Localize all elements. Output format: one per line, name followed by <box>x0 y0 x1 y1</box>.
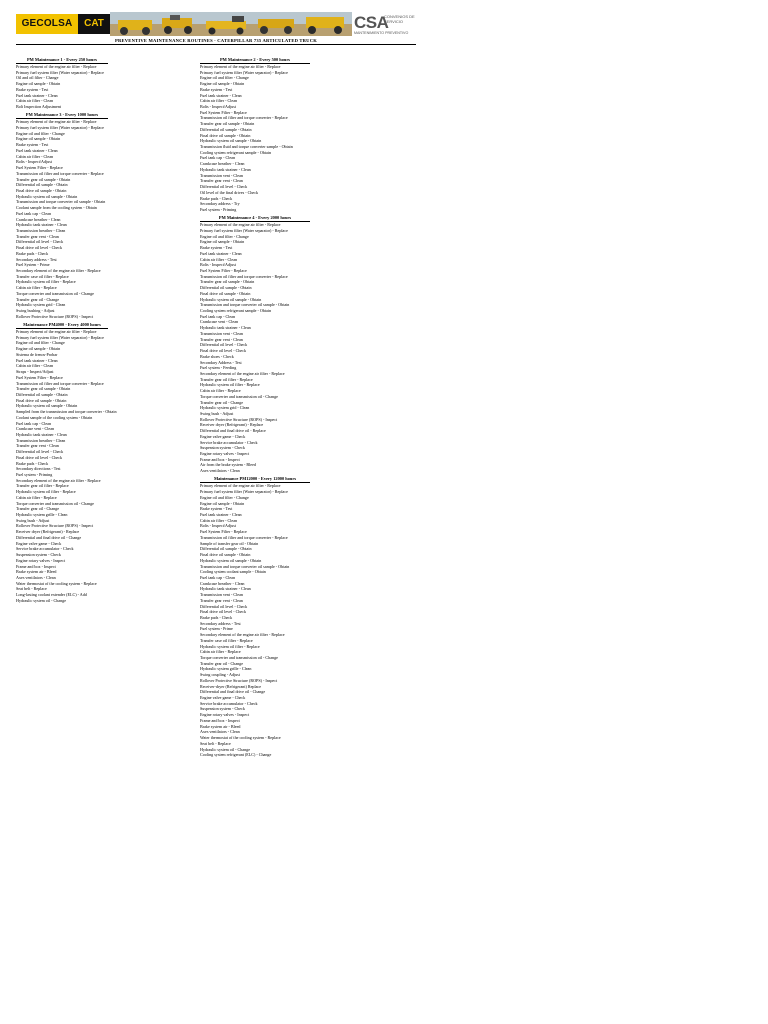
routine-item: Hydraulic system oil filter - Replace <box>16 489 76 495</box>
routine-item: Hydraulic system grid - Clean <box>200 405 250 411</box>
routine-item: Torque converter and transmission oil - Change <box>16 500 94 506</box>
routine-item: Primary element of the engine air filter - Replace <box>200 222 281 228</box>
routine-item: Brake system - Test <box>16 86 49 92</box>
routine-item: Service brake accumulator - Check <box>16 546 74 552</box>
routine-item: Fuel System Filter - Replace <box>16 374 63 380</box>
routine-item: Engine rotary valves - Inspect <box>200 451 250 456</box>
routine-item: Hydraulic system oil - Change <box>200 746 251 752</box>
routine-item: Final drive oil sample - Obtain <box>200 132 251 138</box>
csa-logo <box>354 14 416 36</box>
routine-item: Transmission and torque converter oil sample - Obtain <box>16 199 106 205</box>
gecolsa-logo-text: GECOLSA <box>16 14 78 34</box>
routine-item: Fuel system - Priming <box>200 206 237 212</box>
routine-item: Hydraulic system oil filter - Replace <box>200 382 260 388</box>
routine-item: Receiver-dryer (Refrigerant) Replace <box>200 683 262 689</box>
routine-item: Primary element of the engine air filter - Replace <box>16 119 97 125</box>
routine-item: Secondary Address - Test <box>200 359 242 365</box>
routine-item: Receiver dryer (Refrigerant) - Replace <box>16 529 80 535</box>
routine-item: Crankcase breather - Clean <box>16 216 61 222</box>
routine-item: Hydraulic system oil filter - Replace <box>200 643 260 649</box>
routine-item: Brake pads - Check <box>200 195 233 201</box>
routine-item: Suspension system - Check <box>200 445 245 451</box>
routine-item: Engine oil sample - Obtain <box>200 239 245 245</box>
routine-item: Final drive oil level - Check <box>200 348 247 354</box>
section-title: Maintenance PM4000 - Every 4000 hours <box>23 322 101 328</box>
routine-item: Fuel tank strainer - Clean <box>200 250 242 256</box>
section-title: PM Maintenance 4 - Every 2000 hours <box>218 215 292 221</box>
left-column <box>16 57 196 604</box>
routine-item: Hydraulic system oil sample - Obtain <box>200 557 262 563</box>
routine-item: Engine rotary valves - Inspect <box>16 557 66 563</box>
routine-item: Transmission oil filter and torque converter - Replace <box>200 115 288 121</box>
routine-item: Engine valve game - Check <box>200 433 246 439</box>
section-title: PM Maintenance 1 - Every 250 hours <box>27 57 97 62</box>
maintenance-section <box>200 476 380 757</box>
routine-item: Service brake accumulator - Check <box>200 700 258 706</box>
routine-item: Secondary element of the engine air filter - Replace <box>200 370 285 376</box>
routine-item: Transfer gear oil - Change <box>16 506 60 512</box>
routine-item: Sample of transfer gear oil - Obtain <box>200 540 259 546</box>
routine-item: Fuel tank strainer - Clean <box>16 92 58 98</box>
routine-item: Hydraulic system grid - Clean <box>16 302 66 308</box>
routine-item: Cooling system refrigerant (ELC) - Change <box>200 752 272 758</box>
gecolsa-logo <box>16 14 110 34</box>
routine-item: Differential oil level - Check <box>16 239 64 245</box>
routine-item: Hydraulic system oil sample - Obtain <box>200 138 262 144</box>
routine-item: Cooling system refrigerant sample - Obtain <box>200 308 272 314</box>
routine-item: Crankcase breather - Clean <box>200 161 245 167</box>
routine-item: Transmission vent - Clean <box>200 330 243 336</box>
routine-item: Rollover Protective Structure (ROPS) - Inspect <box>200 677 278 683</box>
routine-item: Brake system - Test <box>200 86 233 92</box>
routine-item: Transfer gear vent - Clean <box>200 597 243 603</box>
routine-item: Engine oil sample - Obtain <box>16 136 61 142</box>
routine-item: Final drive oil sample - Obtain <box>16 397 67 403</box>
section-title: PM Maintenance 2 - Every 500 hours <box>220 57 290 62</box>
routine-item: Fuel tank cap - Clean <box>200 313 236 319</box>
routine-item: Transmission breather - Clean <box>16 437 66 443</box>
routine-item: Bolts - Inspect/Adjust <box>200 523 236 529</box>
section-title: Maintenance PM12000 - Every 12000 hours <box>213 476 297 482</box>
routine-item: Engine oil and filter - Change <box>200 233 249 239</box>
routine-item: Transfer gear oil - Change <box>200 660 244 666</box>
routine-item: Transfer gear oil sample - Obtain <box>200 279 255 285</box>
routine-item: Transfer gear vent - Clean <box>16 233 59 239</box>
routine-item: Torque converter and transmission oil - Change <box>200 655 278 661</box>
routine-item: Bolt Inspection Adjustment <box>16 104 62 110</box>
routine-item: Secondary address - Try <box>200 201 240 207</box>
routine-item: Final drive oil level - Check <box>16 245 63 251</box>
maintenance-section <box>200 215 380 476</box>
routine-item: Hydraulic system oil sample - Obtain <box>16 403 78 409</box>
routine-item: Frame and box - Inspect <box>200 717 240 723</box>
routine-item: Crankcase vent - Clean <box>16 426 55 432</box>
routine-item: Primary fuel system filter (Water separator) - Replace <box>16 125 104 131</box>
routine-item: Fuel System Filter - Replace <box>200 529 247 535</box>
routine-item: Service brake accumulator - Check <box>200 439 258 445</box>
csa-logo-tagline: MANTENIMIENTO PREVENTIVO <box>354 31 409 35</box>
maintenance-section <box>16 57 196 112</box>
routine-item: Bolts - Inspect/Adjust <box>16 159 52 165</box>
routine-item: Cabin air filter - Clean <box>16 363 54 369</box>
routine-item: Engine valve game - Check <box>16 540 62 546</box>
routine-item: Final drive oil sample - Obtain <box>200 290 251 296</box>
routine-item: Crankcase vent - Clean <box>200 319 239 325</box>
routine-item: Crankcase breather - Clean <box>200 580 245 586</box>
routine-item: Differential oil level - Check <box>200 184 248 190</box>
routine-item: Transfer gear oil sample - Obtain <box>16 176 71 182</box>
header-bar <box>16 12 416 38</box>
routine-item: Transfer gear vent - Clean <box>16 443 59 449</box>
routine-item: Differential and final drive oil - Replace <box>200 428 266 434</box>
section-title: PM Maintenance 3 - Every 1000 hours <box>25 112 99 118</box>
routine-item: Primary element of the engine air filter - Replace <box>200 483 281 489</box>
routine-item: Frame and box - Inspect <box>16 563 56 569</box>
routine-item: Primary fuel system filter (Water separator) - Replace <box>200 489 288 495</box>
routine-item: Transfer gear oil filter - Replace <box>16 483 69 489</box>
maintenance-section <box>200 57 380 215</box>
routine-item: Primary fuel system filter (Water separator) - Replace <box>16 69 104 75</box>
routine-item: Long-lasting coolant extender (ELC) - Add <box>16 592 87 598</box>
routine-item: Axes ventilators - Clean <box>200 468 240 474</box>
routine-item: Differential oil sample - Obtain <box>200 546 252 552</box>
routine-item: Hydraulic tank strainer - Clean <box>200 586 251 592</box>
routine-item: Rollover Protective Structure (ROPS) - Inspect <box>16 313 94 319</box>
routine-item: Differential and final drive oil - Change <box>16 534 82 540</box>
routine-item: Transfer gear oil sample - Obtain <box>16 386 71 392</box>
routine-item: Primary fuel system filter (Water separator) - Replace <box>16 334 104 340</box>
routine-item: Transmission vent - Clean <box>200 172 243 178</box>
routine-item: Final drive oil level - Check <box>16 454 63 460</box>
routine-item: Transmission oil filter and torque converter - Replace <box>16 170 104 176</box>
routine-item: Brake system - Test <box>200 245 233 251</box>
banner-illustration <box>110 12 352 36</box>
routine-item: Axes ventilators - Clean <box>200 729 240 735</box>
routine-item: Swing coupling - Adjust <box>200 672 240 678</box>
routine-item: Brake system - Test <box>200 506 233 512</box>
routine-item: Transfer gear vent - Clean <box>200 336 243 342</box>
routine-item: Transmission breather - Clean <box>16 227 66 233</box>
routine-item: Transmission and torque converter oil sample - Obtain <box>200 563 290 569</box>
routine-item: Differential oil sample - Obtain <box>200 126 252 132</box>
routine-item: Transmission oil filter and torque converter - Replace <box>200 273 288 279</box>
routine-item: Swing bush - Adjust <box>16 517 50 523</box>
cat-logo-text: CAT <box>78 14 110 34</box>
routine-item: Transfer gear oil filter - Replace <box>200 376 253 382</box>
routine-item: Cabin air filter - Replace <box>200 388 241 394</box>
routine-item: Secondary directions - Test <box>16 466 61 472</box>
routine-item: Hydraulic system oil - Change <box>16 597 67 603</box>
routine-item: Differential oil level - Check <box>200 342 248 348</box>
routine-item: Primary element of the engine air filter - Replace <box>16 329 97 335</box>
routine-item: Swing bushing - Adjust <box>16 308 55 314</box>
routine-item: Fuel system - Feeding <box>200 365 237 371</box>
routine-item: Engine oil and filter - Change <box>16 130 65 136</box>
routine-item: Transfer gear oil sample - Obtain <box>200 121 255 127</box>
routine-item: Transmission oil filter and torque converter - Replace <box>200 534 288 540</box>
routine-item: Primary element of the engine air filter - Replace <box>16 63 97 69</box>
routine-item: Hydraulic tank strainer - Clean <box>200 166 251 172</box>
routine-item: Differential oil level - Check <box>200 603 248 609</box>
routine-item: Oil level of the final drives - Check <box>200 189 259 195</box>
routine-item: Brake system air - Bleed <box>16 569 57 575</box>
csa-logo-mark: CSA <box>354 13 389 32</box>
routine-item: Rollover Protective Structure (ROPS) - Inspect <box>16 523 94 529</box>
maintenance-section <box>16 112 196 322</box>
document-title: PREVENTIVE MAINTENANCE ROUTINES - CATERPILLAR 735 ARTICULATED TRUCK <box>115 38 317 43</box>
routine-item: Primary fuel system filter (Water separator) - Replace <box>200 69 288 75</box>
routine-item: Primary element of the engine air filter - Replace <box>200 63 281 69</box>
routine-item: Transfer gear oil - Change <box>200 399 244 405</box>
routine-item: Fuel tank cap - Clean <box>200 574 236 580</box>
routine-item: Differential oil sample - Obtain <box>16 182 68 188</box>
right-column <box>200 57 380 758</box>
routine-item: Sampled from the transmission and torque converter - Obtain <box>16 409 117 415</box>
routine-item: Cabin air filter - Clean <box>16 98 54 104</box>
routine-item: Cabin air filter - Clean <box>200 517 238 523</box>
routine-item: Fuel tank cap - Clean <box>200 155 236 161</box>
routine-item: Differential oil sample - Obtain <box>16 391 68 397</box>
routine-item: Water thermostat of the cooling system - Replace <box>200 735 281 741</box>
routine-item: Seat belt - Replace <box>200 740 231 746</box>
routine-item: Fuel System Filter - Replace <box>200 268 247 273</box>
routine-item: Sistema de frenos-Probar <box>16 351 58 357</box>
routine-item: Receiver dryer (Refrigerant) - Replace <box>200 422 264 428</box>
routine-item: Brake system - Test <box>16 142 49 148</box>
routine-item: Fuel System - Prime <box>16 262 50 268</box>
routine-item: Suspension system - Check <box>16 552 61 558</box>
routine-item: Engine oil sample - Obtain <box>200 81 245 87</box>
routine-item: Engine oil sample - Obtain <box>16 81 61 87</box>
routine-item: Hydraulic system oil sample - Obtain <box>200 296 262 302</box>
routine-item: Bolts - Inspect/Adjust <box>200 104 236 110</box>
routine-item: Transfer gear vent - Clean <box>200 178 243 184</box>
routine-item: Secondary element of the engine air filter - Replace <box>16 268 101 273</box>
routine-item: Transmission fluid and torque converter sample - Obtain <box>200 144 293 150</box>
routine-item: Hydraulic system grille - Clean <box>200 666 252 672</box>
routine-item: Engine valve game - Check <box>200 695 246 701</box>
routine-item: Brake pads - Check <box>16 250 49 256</box>
routine-item: Axes ventilators - Clean <box>16 574 56 580</box>
routine-item: Fuel tank strainer - Clean <box>16 147 58 153</box>
routine-item: Hydraulic system grille - Clean <box>16 512 68 518</box>
routine-item: Fuel System Filter - Replace <box>200 109 247 115</box>
routine-item: Straps - Inspect/Adjust <box>16 369 54 375</box>
routine-item: Fuel system - Priming <box>16 472 53 478</box>
routine-item: Torque converter and transmission oil - Change <box>16 290 94 296</box>
routine-item: Cabin air filter - Replace <box>200 649 241 655</box>
routine-item: Brake shoes - Check <box>200 353 234 359</box>
routine-item: Secondary address - Test <box>200 620 241 626</box>
routine-item: Frame and box - Inspect <box>200 456 240 462</box>
routine-item: Fuel tank cap - Clean <box>16 420 52 426</box>
routine-item: Final drive oil sample - Obtain <box>200 552 251 558</box>
routine-item: Hydraulic tank strainer - Clean <box>16 222 67 228</box>
routine-item: Transfer case oil filter - Replace <box>200 637 253 643</box>
routine-item: Differential and final drive oil - Change <box>200 689 266 695</box>
routine-item: Hydraulic tank strainer - Clean <box>16 431 67 437</box>
routine-item: Coolant sample from the cooling system - Obtain <box>16 205 97 211</box>
routine-item: Secondary address - Test <box>16 256 57 262</box>
routine-item: Secondary element of the engine air filter - Replace <box>200 632 285 638</box>
machinery-banner-image <box>110 12 352 36</box>
routine-item: Brake pads - Check <box>16 460 49 466</box>
routine-item: Engine oil sample - Obtain <box>16 346 61 352</box>
routine-item: Engine oil and filter - Change <box>16 340 65 346</box>
csa-logo-subtitle: CONVENIOS DE SERVICIO <box>384 14 415 24</box>
title-divider <box>16 44 416 45</box>
routine-item: Differential oil level - Check <box>16 449 64 455</box>
routine-item: Cabin air filter - Clean <box>16 153 54 159</box>
maintenance-section <box>16 322 196 603</box>
routine-item: Cabin air filter - Clean <box>200 256 238 262</box>
routine-item: Fuel tank strainer - Clean <box>200 512 242 518</box>
routine-item: Cooling system coolant sample - Obtain <box>200 569 266 575</box>
routine-item: Transmission oil filter and torque converter - Replace <box>16 380 104 386</box>
routine-item: Cooling system refrigerant sample - Obtain <box>200 149 272 155</box>
routine-item: Bolts - Inspect/Adjust <box>200 262 236 268</box>
routine-item: Air from the brake system - Bleed <box>200 462 256 468</box>
routine-item: Hydraulic system oil sample - Obtain <box>16 193 78 199</box>
routine-item: Transmission vent - Clean <box>200 592 243 598</box>
routine-item: Final drive oil level - Check <box>200 609 247 615</box>
routine-item: Transfer case oil filter - Replace <box>16 273 69 279</box>
routine-item: Engine oil and filter - Change <box>200 75 249 81</box>
routine-item: Swing bush - Adjust <box>200 410 234 416</box>
routine-item: Water thermostat of the cooling system - Replace <box>16 580 97 586</box>
routine-item: Engine rotary valves - Inspect <box>200 712 250 718</box>
routine-item: Engine oil sample - Obtain <box>200 500 245 506</box>
routine-item: Coolant sample of the cooling system - Obtain <box>16 414 93 420</box>
routine-item: Primary fuel system filter (Water separator) - Replace <box>200 227 288 233</box>
routine-item: Fuel system - Prime <box>200 626 233 632</box>
routine-item: Cabin air filter - Replace <box>16 494 57 500</box>
routine-item: Cabin air filter - Replace <box>16 285 57 291</box>
routine-item: Engine oil and filter - Change <box>200 494 249 500</box>
routine-item: Differential oil sample - Obtain <box>200 285 252 291</box>
routine-item: Fuel System Filter - Replace <box>16 165 63 171</box>
routine-item: Fuel tank strainer - Clean <box>200 92 242 98</box>
routine-item: Seat belt - Replace <box>16 586 47 592</box>
routine-item: Final drive oil sample - Obtain <box>16 187 67 193</box>
routine-item: Suspension system - Check <box>200 706 245 712</box>
routine-item: Fuel tank strainer - Clean <box>16 357 58 363</box>
routine-item: Torque converter and transmission oil - Change <box>200 393 278 399</box>
routine-item: Cabin air filter - Clean <box>200 98 238 104</box>
routine-item: Secondary element of the engine air filter - Replace <box>16 477 101 483</box>
header <box>16 12 416 38</box>
routine-item: Transmission and torque converter oil sample - Obtain <box>200 302 290 308</box>
routine-item: Rollover Protective Structure (ROPS) - Inspect <box>200 416 278 422</box>
routine-item: Transfer gear oil - Change <box>16 296 60 302</box>
routine-item: Hydraulic system oil filter - Replace <box>16 279 76 285</box>
routine-item: Oil and oil filter - Change <box>16 75 59 81</box>
routine-item: Brake system air - Bleed <box>200 723 241 729</box>
routine-item: Brake pads - Check <box>200 614 233 620</box>
routine-item: Hydraulic tank strainer - Clean <box>200 325 251 331</box>
routine-item: Fuel tank cap - Clean <box>16 210 52 216</box>
